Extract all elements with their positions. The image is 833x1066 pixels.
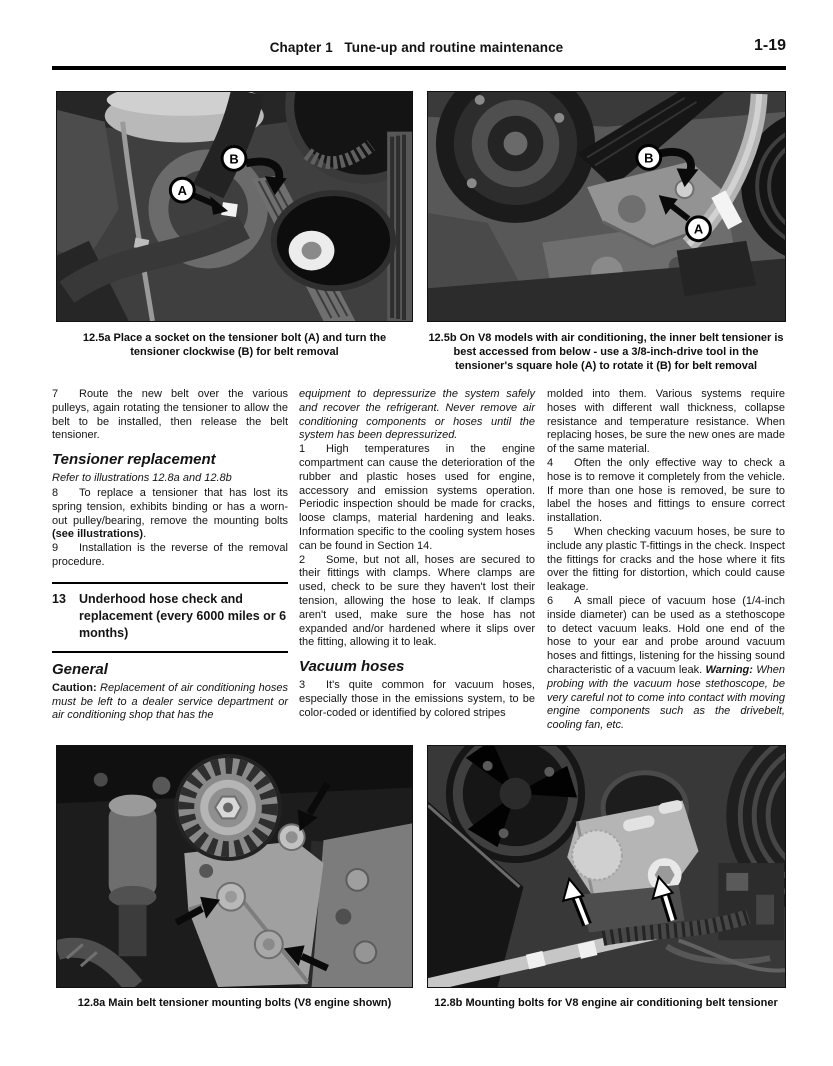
callout-b [222,147,246,171]
paragraph-6 [547,595,785,733]
header-rule [52,66,786,70]
paragraph-number: 5 [547,525,554,538]
caution-continued: equipment to depressurize the system safely and recover the refrigerant. Never remove air conditioning components or hoses until the system has been depressurized. [299,388,535,442]
paragraph-text: Some, but not all, hoses are secured to their fittings with clamps. Where clamps are used, check to be sure they haven't lost their tension, allowing the hose to leak. If clamps aren't used, make sure the hose has not expanded and/or hardened where it slips over the fitting, allowing it to leak. [299,553,535,649]
heading-general: General [52,660,108,678]
ac-tensioner-bolts-illustration [428,746,785,987]
paragraph-9 [52,542,288,570]
paragraph-number: 4 [547,456,554,469]
paragraph-number: 2 [299,553,306,566]
heading-tensioner-replacement: Tensioner replacement [52,451,216,469]
caution-text: Replacement of air conditioning hoses must be left to a dealer service department or air conditioning shop that has the [52,681,288,722]
section-title: Underhood hose check and replacement (every 6000 miles or 6 months) [79,591,287,640]
body-column-1 [52,388,288,723]
warning-text: When probing with the vacuum hose stethoscope, be very careful not to come into contact with moving engine components such as the drivebelt, cooling fan, etc. [547,663,785,732]
tensioner-bolts-illustration [57,746,412,987]
callout-a [687,217,711,241]
paragraph-text: When checking vacuum hoses, be sure to include any plastic T-fittings in the check. Inspect the fittings for cracks and the hose where it fits over the fitting for distortion, which could cause leakage. [547,525,785,594]
figure-12-8b-photo [427,745,786,988]
warning-label: Warning: [705,663,753,676]
callout-a-label: A [693,221,704,237]
paragraph-number: 6 [547,594,554,607]
figure-12-5a-photo [56,91,413,322]
paragraph-number: 8 [52,486,59,499]
section-13-heading [52,582,288,653]
paragraph-8 [52,487,288,542]
paragraph-3-continued: molded into them. Various systems require hoses with different wall thickness, collapse resistance and temperature resistance. When replacing hoses, be sure the new ones are made of the same material. [547,388,785,456]
caution-label: Caution: [52,681,97,694]
see-illustrations-ref: (see illustrations) [52,528,144,541]
section-number: 13 [52,591,66,606]
paragraph-text: High temperatures in the engine compartment can cause the deterioration of the rubber and plastic hoses used for engine, accessory and emission systems operation. Periodic inspection should be made for cracks, loose clamps, material hardening and leaks. Information specific to the cooling system hoses can be found in Section 14. [299,443,535,552]
figure-12-8b-caption: 12.8b Mounting bolts for V8 engine air conditioning belt tensioner [434,997,778,1009]
paragraph-7 [52,388,288,443]
paragraph-number: 3 [299,679,306,692]
paragraph-4 [547,457,785,526]
paragraph-text: . [143,528,147,541]
paragraph-2 [299,554,535,651]
paragraph-3 [299,679,535,720]
paragraph-text: To replace a tensioner that has lost its spring tension, exhibits binding or has a worn-out pulley/bearing, remove the mounting bolts [52,486,288,527]
engine-bay-illustration [57,92,412,321]
callout-b-label: B [644,150,654,166]
body-column-2 [299,388,535,721]
page-header-title: Chapter 1 Tune-up and routine maintenance [269,40,564,55]
callout-b [637,146,661,170]
paragraph-number: 7 [52,388,59,400]
paragraph-number: 1 [299,443,306,456]
callout-b-label: B [229,151,239,167]
compressor-illustration [428,92,785,321]
body-column-3 [547,388,785,733]
paragraph-5 [547,526,785,595]
paragraph-text: Route the new belt over the various pulleys, again rotating the tensioner to allow the belt to be installed, then release the belt tensioner. [52,388,288,442]
callout-a [170,178,194,202]
heading-vacuum-hoses: Vacuum hoses [299,658,405,676]
callout-a-label: A [177,183,187,199]
paragraph-text: Installation is the reverse of the removal procedure. [52,542,288,568]
refer-to-illustrations: Refer to illustrations 12.8a and 12.8b [52,472,232,485]
page-number: 1-19 [753,37,786,54]
figure-12-8a-photo [56,745,413,988]
paragraph-text: A small piece of vacuum hose (1/4-inch inside diameter) can be used as a stethoscope to detect vacuum leaks. Hold one end of the hose to your ear and probe around vacuum hoses and fittings, listening for the hissing sound characteristic of a vacuum leak. [547,594,785,676]
figure-12-5a-caption: 12.5a Place a socket on the tensioner bolt (A) and turn the tensioner clockwise (B) for belt removal [82,332,387,358]
figure-12-5b-photo [427,91,786,322]
figure-12-8a-caption: 12.8a Main belt tensioner mounting bolts (V8 engine shown) [77,997,392,1009]
paragraph-text: It's quite common for vacuum hoses, especially those in the emissions system, to be color-coded or identified by colored stripes [299,679,535,719]
paragraph-text: Often the only effective way to check a hose is to remove it completely from the vehicle. If more than one hose is removed, be sure to label the hoses and fittings to ensure correct installation. [547,456,785,525]
figure-12-5b-caption: 12.5b On V8 models with air conditioning, the inner belt tensioner is best accessed from below - use a 3/8-inch-drive tool in the tensioner's square hole (A) to rotate it (B) for belt removal [428,332,784,372]
caution-paragraph [52,682,288,723]
paragraph-1 [299,443,535,553]
paragraph-number: 9 [52,542,59,555]
